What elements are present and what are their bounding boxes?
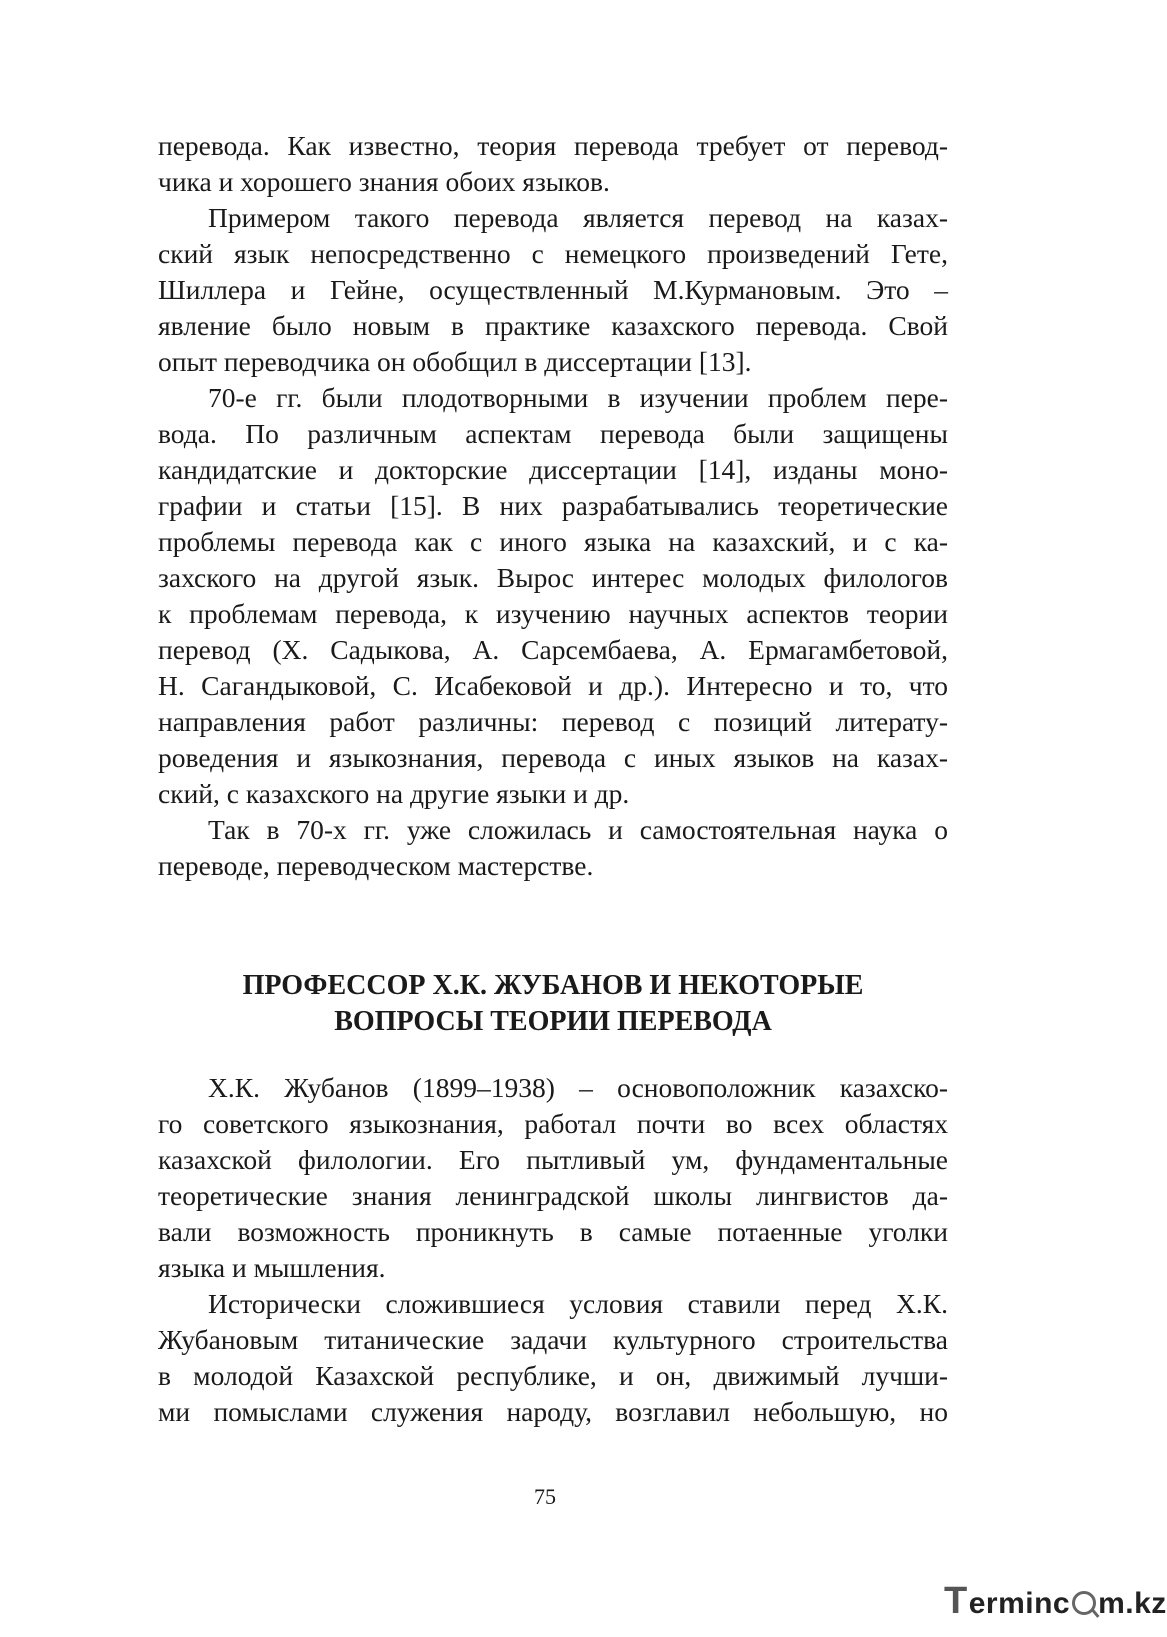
text-line: роведения и языкознания, перевода с иных языков на казах-	[158, 742, 948, 773]
text-line: Так в 70-х гг. уже сложилась и самостоятельная наука о	[208, 814, 948, 845]
text-line: перевод (Х. Садыкова, А. Сарсембаева, А. Ермагамбетовой,	[158, 634, 948, 665]
section-heading-line: ПРОФЕССОР Х.К. ЖУБАНОВ И НЕКОТОРЫЕ	[242, 970, 864, 1001]
section-heading-line: ВОПРОСЫ ТЕОРИИ ПЕРЕВОДА	[334, 1006, 772, 1037]
paragraph	[158, 128, 948, 200]
text-line: ский, с казахского на другие языки и др.	[158, 778, 630, 809]
paragraph	[158, 1070, 948, 1286]
paragraph	[158, 812, 948, 884]
text-line: вали возможность проникнуть в самые потаенные уголки	[158, 1216, 948, 1247]
text-line: Шиллера и Гейне, осуществленный М.Курмановым. Это –	[158, 274, 948, 305]
text-line: опыт переводчика он обобщил в диссертации [13].	[158, 346, 752, 377]
text-line: проблемы перевода как с иного языка на казахский, и с ка-	[158, 526, 948, 557]
watermark-text: erminc	[968, 1587, 1071, 1620]
text-line: захского на другой язык. Вырос интерес молодых филологов	[158, 562, 948, 593]
paragraph	[158, 1286, 948, 1430]
paragraph	[158, 200, 948, 380]
text-line: кандидатские и докторские диссертации [14], изданы моно-	[158, 454, 948, 485]
text-line: ский язык непосредственно с немецкого произведений Гете,	[158, 238, 948, 269]
text-line: чика и хорошего знания обоих языков.	[158, 166, 610, 197]
watermark-initial: T	[944, 1580, 968, 1622]
text-line: го советского языкознания, работал почти во всех областях	[158, 1108, 948, 1139]
text-line: направления работ различны: перевод с позиций литерату-	[158, 706, 948, 737]
text-line: Н. Сагандыковой, С. Исабековой и др.). Интересно и то, что	[158, 670, 948, 701]
paragraph	[158, 380, 948, 812]
magnifier-icon	[1072, 1591, 1096, 1615]
text-line: Жубановым титанические задачи культурного строительства	[158, 1324, 948, 1355]
text-line: 70-е гг. были плодотворными в изучении проблем пере-	[208, 382, 948, 413]
text-line: Х.К. Жубанов (1899–1938) – основоположник казахско-	[208, 1072, 948, 1103]
text-line: теоретические знания ленинградской школы лингвистов да-	[158, 1180, 948, 1211]
text-line: Примером такого перевода является перевод на казах-	[208, 202, 948, 233]
text-line: явление было новым в практике казахского перевода. Свой	[158, 310, 948, 341]
page-number: 75	[534, 1484, 556, 1509]
text-line: казахской филологии. Его пытливый ум, фундаментальные	[158, 1144, 948, 1175]
text-line: языка и мышления.	[158, 1252, 386, 1283]
text-line: графии и статьи [15]. В них разрабатывались теоретические	[158, 490, 948, 521]
watermark-domain: m.kz	[1098, 1587, 1167, 1620]
site-watermark	[944, 1580, 1167, 1623]
page-content	[158, 128, 948, 1430]
text-line: к проблемам перевода, к изучению научных аспектов теории	[158, 598, 948, 629]
text-line: переводе, переводческом мастерстве.	[158, 850, 594, 881]
text-line: в молодой Казахской республике, и он, движимый лучши-	[158, 1360, 948, 1391]
text-line: ми помыслами служения народу, возглавил небольшую, но	[158, 1396, 948, 1427]
text-line: перевода. Как известно, теория перевода требует от перевод-	[158, 130, 948, 161]
section-heading	[158, 968, 948, 1040]
text-line: вода. По различным аспектам перевода были защищены	[158, 418, 948, 449]
text-line: Исторически сложившиеся условия ставили перед Х.К.	[208, 1288, 948, 1319]
